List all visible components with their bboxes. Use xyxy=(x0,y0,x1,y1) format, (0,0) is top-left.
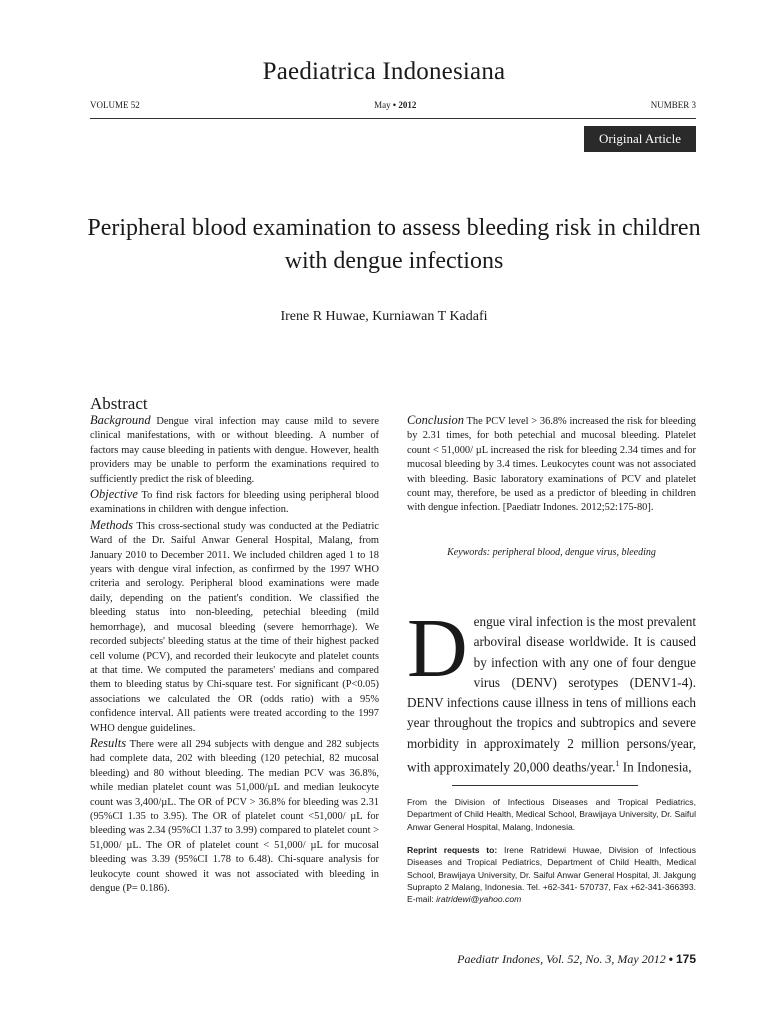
reprint-label: Reprint requests to: xyxy=(407,845,498,855)
methods-text: This cross-sectional study was conducted at the Pediatric Ward of the Dr. Saiful Anwar General Hospital, Malang, from January 2010 to December 2011. We included children aged 1 to 18 years with dengue viral infection, as confirmed by the 1997 WHO criteria and serology. Peripheral blood examinations were made daily, depending on the patient's condition. We classified the bleeding status into non-bleeding, petechial bleeding (mild hemorrhage), and mucosal bleeding (severe hemorrhage). We recorded subjects' bleeding status at the time of their highest packed cell volume (PCV), and recorded their leukocyte and platelet counts at that time. We computed the parameters' medians and compared them to bleeding status by Chi-square test. For significant (P<0.05) associations we calculated the OR (odds ratio) with a 95% confidence interval. All patients were treated according to the 1997 WHO dengue guidelines. xyxy=(90,520,379,734)
issue-year: 2012 xyxy=(398,100,417,110)
keywords-line: Keywords: peripheral blood, dengue virus, bleeding xyxy=(447,547,656,558)
number-label: NUMBER 3 xyxy=(650,100,696,110)
keywords-text: peripheral blood, dengue virus, bleeding xyxy=(492,547,656,558)
volume-label: VOLUME 52 xyxy=(90,100,140,110)
intro-tail: In Indonesia, xyxy=(619,759,692,775)
footer-bullet: • xyxy=(668,952,673,966)
abstract-left-column xyxy=(90,413,379,896)
background-text: Dengue viral infection may cause mild to severe clinical manifestations, with or without bleeding. A number of factors may cause bleeding in patients with dengue. However, health providers may be unable to perform the examinations required to sufficiently predict the risk of bleeding. xyxy=(90,416,379,485)
introduction-paragraph xyxy=(407,602,696,778)
issue-date xyxy=(374,100,416,110)
methods-label: Methods xyxy=(90,517,134,532)
results-label: Results xyxy=(90,735,127,750)
issue-meta xyxy=(90,100,696,110)
article-title: Peripheral blood examination to assess bleeding risk in children with dengue infections xyxy=(87,215,701,274)
article-type-badge: Original Article xyxy=(584,126,696,152)
reprint-note xyxy=(407,844,696,905)
journal-name: Paediatrica Indonesiana xyxy=(262,58,506,85)
reprint-email: iratridewi@yahoo.com xyxy=(436,894,522,905)
objective-text: To find risk factors for bleeding using peripheral blood examinations in children with dengue infection. xyxy=(90,490,379,516)
abstract-heading: Abstract xyxy=(90,394,148,413)
abstract-objective xyxy=(90,487,379,518)
reference-marker: 1 xyxy=(615,759,620,769)
footnote-rule xyxy=(452,785,638,786)
abstract-conclusion xyxy=(407,413,696,516)
abstract-background xyxy=(90,413,379,487)
footer-citation: Paediatr Indones, Vol. 52, No. 3, May 2012 xyxy=(457,952,666,966)
conclusion-label: Conclusion xyxy=(407,413,464,427)
page-number: 175 xyxy=(675,952,696,966)
keywords-label: Keywords xyxy=(447,547,487,558)
affiliation-note: From the Division of Infectious Diseases and Tropical Pediatrics, Department of Child Health, Medical School, Brawijaya University, Dr. Saiful Anwar General Hospital, Malang, Indonesia. xyxy=(407,797,696,832)
date-bullet: • xyxy=(392,100,397,110)
intro-text: engue viral infection is the most prevalent arboviral disease worldwide. It is caused by infection with any one of four dengue virus (DENV) serotypes (DENV1-4). DENV infections cause illness in tens of millions each year throughout the tropics and subtropics and severe morbidity in approximately 2 million persons/year, with approximately 20,000 deaths/year. xyxy=(407,614,696,775)
abstract-results xyxy=(90,736,379,896)
drop-cap: D xyxy=(407,602,468,695)
article-authors: Irene R Huwae, Kurniawan T Kadafi xyxy=(280,309,488,324)
reprint-text: Irene Ratridewi Huwae, Division of Infectious Diseases and Tropical Pediatrics, Department of Child Health, Medical School, Brawijaya University, Dr. Saiful Anwar General Hospital, Jl. Jakgung Suprapto 2 Malang, Indonesia. Tel. +62-341- 570737, Fax +62-341-366393. E-mail: xyxy=(407,845,697,905)
abstract-right-column xyxy=(407,413,696,516)
page-footer xyxy=(380,952,696,967)
objective-label: Objective xyxy=(90,487,138,502)
conclusion-text: The PCV level > 36.8% increased the risk for bleeding by 2.31 times, for both petechial and mucosal bleeding. Platelet count < 51,000/ µL increased the risk for bleeding 2.34 times and for mucosal bleeding by 3.4 times. Leukocytes count was not associated with bleeding. Basic laboratory examinations of PCV and platelet count may, therefore, be used as a predictor of bleeding in children with dengue infection. [Paediatr Indones. 2012;52:175-80]. xyxy=(407,416,696,514)
results-text: There were all 294 subjects with dengue and 282 subjects had complete data, 202 with bleeding (120 petechial, 82 mucosal bleeding) and 80 without bleeding. The median PCV was 36.8%, while median platelet count was 51,000/µL and median leukocyte count was 3,400/µL. The OR of PCV > 36.8% for bleeding was 2.31 (95%CI 1.35 to 3.95). The OR of platelet count <51,000/ µL for bleeding was 2.34 (95%CI 1.37 to 3.99) compared to platelet count > 51,000/ µL. The OR of platelet count < 51,000/ µL for mucosal bleeding was 3.39 (95%CI 1.78 to 6.48). Chi-square analysis for leukocyte count showed it was not associated with bleeding in dengue (P= 0.186). xyxy=(90,738,379,894)
issue-month: May xyxy=(374,100,391,110)
background-label: Background xyxy=(90,413,151,427)
abstract-methods xyxy=(90,518,379,736)
header-rule xyxy=(90,118,696,119)
